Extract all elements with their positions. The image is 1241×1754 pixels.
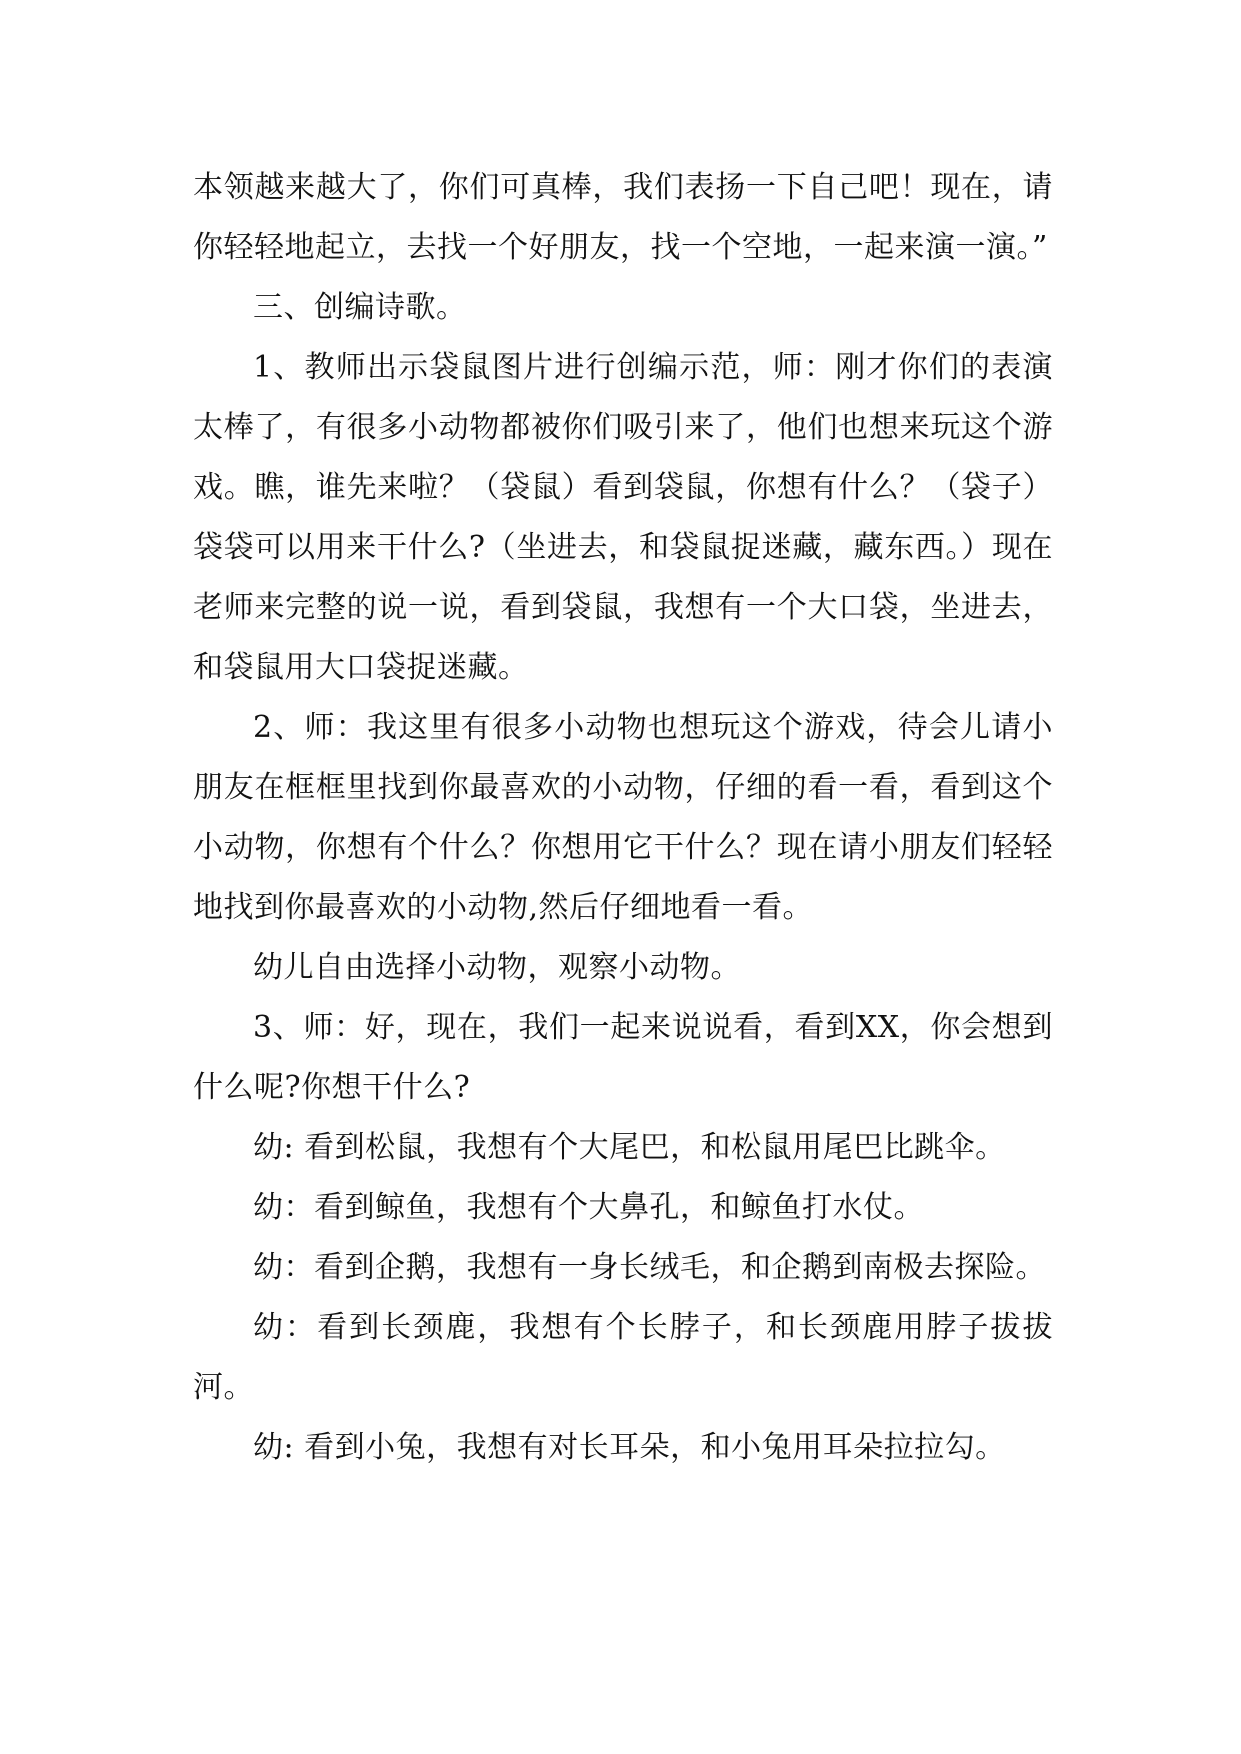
paragraph-step-3: 3、师：好，现在，我们一起来说说看，看到XX，你会想到什么呢?你想干什么? (193, 1010, 1053, 1105)
section-heading-create-poem: 三、创编诗歌。 (253, 290, 467, 325)
paragraph-children-choose: 幼儿自由选择小动物，观察小动物。 (253, 950, 741, 985)
child-line-giraffe: 幼：看到长颈鹿，我想有个长脖子，和长颈鹿用脖子拔拔河。 (193, 1310, 1053, 1405)
child-line-penguin: 幼：看到企鹅，我想有一身长绒毛，和企鹅到南极去探险。 (253, 1250, 1046, 1285)
document-body (193, 158, 1053, 1478)
paragraph-step-2: 2、师：我这里有很多小动物也想玩这个游戏，待会儿请小朋友在框框里找到你最喜欢的小动物，仔细的看一看，看到这个小动物，你想有个什么？你想用它干什么？现在请小朋友们轻轻地找到你最喜欢的小动物,然后仔细地看一看。 (193, 710, 1053, 925)
paragraph-step-1: 1、教师出示袋鼠图片进行创编示范，师：刚才你们的表演太棒了，有很多小动物都被你们吸引来了，他们也想来玩这个游戏。瞧，谁先来啦？（袋鼠）看到袋鼠，你想有什么？（袋子）袋袋可以用来干什么?（坐进去，和袋鼠捉迷藏，藏东西。）现在老师来完整的说一说，看到袋鼠，我想有一个大口袋，坐进去，和袋鼠用大口袋捉迷藏。 (193, 350, 1053, 685)
child-line-squirrel: 幼: 看到松鼠，我想有个大尾巴，和松鼠用尾巴比跳伞。 (253, 1130, 1006, 1165)
child-line-whale: 幼：看到鲸鱼，我想有个大鼻孔，和鲸鱼打水仗。 (253, 1190, 924, 1225)
paragraph-1: 本领越来越大了，你们可真棒，我们表扬一下自己吧！现在，请你轻轻地起立，去找一个好朋友，找一个空地，一起来演一演。” (193, 170, 1053, 265)
child-line-rabbit: 幼: 看到小兔，我想有对长耳朵，和小兔用耳朵拉拉勾。 (253, 1430, 1006, 1465)
